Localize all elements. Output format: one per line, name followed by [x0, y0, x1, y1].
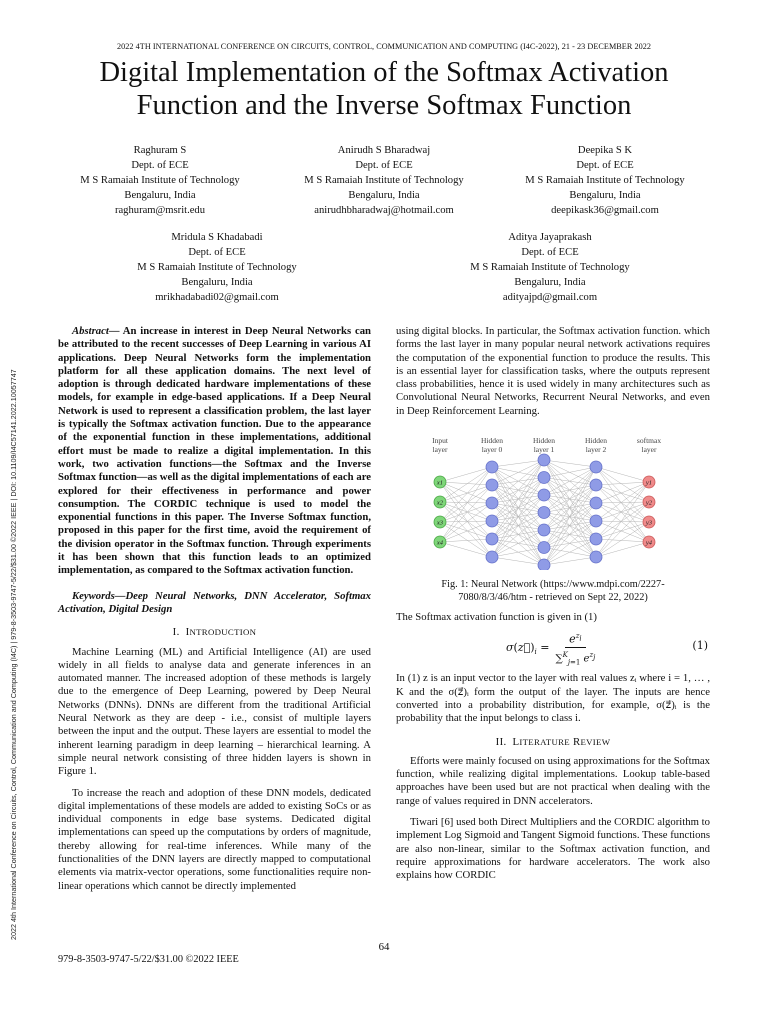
network-node: [590, 479, 602, 491]
network-node: [486, 551, 498, 563]
author-email[interactable]: deepikask36@gmail.com: [551, 205, 659, 216]
network-node: [590, 497, 602, 509]
section-title-cap-2: R: [572, 735, 581, 748]
label-hidden-2-line1: Hidden: [584, 436, 608, 446]
author-city: Bengaluru, India: [124, 190, 196, 201]
network-edge: [440, 467, 492, 482]
author-name: Aditya Jayaprakash: [508, 232, 592, 243]
section-number: II.: [495, 735, 507, 748]
author-block: [55, 143, 265, 218]
network-edge: [596, 482, 649, 503]
author-institution: M S Ramaiah Institute of Technology: [80, 175, 240, 186]
network-node: [486, 479, 498, 491]
network-node: [590, 551, 602, 563]
network-edge: [596, 521, 649, 522]
abstract: [58, 325, 371, 578]
author-email[interactable]: adityajpd@gmail.com: [502, 292, 598, 303]
label-hidden-2-line2: layer 2: [585, 445, 607, 455]
label-hidden-0-line2: layer 0: [481, 445, 503, 455]
section-heading-literature-review: [396, 736, 710, 749]
softmax-equation: [396, 628, 710, 668]
label-input-layer: [432, 436, 449, 454]
section-heading-introduction: [58, 626, 371, 639]
author-institution: M S Ramaiah Institute of Technology: [137, 262, 297, 273]
node-label: y4: [645, 539, 653, 547]
literature-paragraph-1: Efforts were mainly focused on using approximations for the Softmax function, while realizing digital implementations. Lookup table-based approaches have been used but are not practical when dealing with the range of values required in DNN accelerators.: [396, 754, 710, 807]
network-node: [538, 524, 550, 536]
network-node: [538, 507, 550, 519]
node-label: y2: [645, 499, 653, 507]
section-title-rest: NTRODUCTION: [189, 627, 257, 638]
network-edge: [596, 482, 649, 521]
author-name: Anirudh S Bharadwaj: [337, 145, 431, 156]
keywords: Keywords—Deep Neural Networks, DNN Accelerator, Softmax Activation, Digital Design: [58, 589, 371, 615]
abstract-lead: Abstract—: [72, 325, 120, 337]
network-edge: [596, 503, 649, 542]
network-edge: [596, 502, 649, 503]
network-edge: [492, 460, 544, 539]
network-node: [590, 515, 602, 527]
equation-denominator: ∑$^K_{j=1}$ $e^{z_j}$: [555, 651, 596, 667]
node-label: x4: [436, 539, 444, 547]
page-number: 64: [378, 941, 390, 953]
doi-side-strip: 2022 4th International Conference on Circuits, Control, Communication and Computing (I4C) | 979-8-3503-9747-5/22/$31.00 ©2022 IEEE | DOI: 10.1109/I4C57141.2022.10057747: [9, 369, 18, 940]
author-name: Raghuram S: [133, 145, 187, 156]
network-node: [538, 559, 550, 570]
author-city: Bengaluru, India: [348, 190, 420, 201]
equation-explanation: In (1) z is an input vector to the layer with real values zᵢ where i = 1, … , K and the σ(z⃗)ᵢ form the output of the layer. The inputs are hence converted into a probability distribution, for example, σ(z⃗)ᵢ is the probability that the input belongs to class i.: [396, 672, 710, 725]
network-node: [486, 533, 498, 545]
author-email[interactable]: raghuram@msrit.edu: [114, 205, 206, 216]
equation-number: (1): [692, 639, 708, 653]
neural-network-diagram: [396, 434, 710, 570]
label-hidden-1-line2: layer 1: [533, 445, 555, 455]
network-node: [538, 472, 550, 484]
author-city: Bengaluru, India: [514, 277, 586, 288]
right-column: [396, 325, 710, 883]
section-title-rest: ITERATURE: [519, 736, 570, 747]
network-node: [486, 461, 498, 473]
label-hidden-0: [481, 436, 503, 454]
author-name: Mridula S Khadabadi: [171, 232, 263, 243]
author-dept: Dept. of ECE: [576, 160, 634, 171]
network-node: [538, 454, 550, 466]
author-institution: M S Ramaiah Institute of Technology: [304, 175, 464, 186]
abstract-body: An increase in interest in Deep Neural Networks can be attributed to the recent successes of Deep Learning in various AI applications. Deep Neural Networks form the implementation platform for all these application domains. The next level of adoption is through dedicated hardware implementations of these models, for example in edge-based applications. If a Deep Neural Network is used to represent a classification problem, the last layer is typically the Softmax activation function. Due to the appearance of the exponential function in these implementations, additional effort must be made to realize a digital implementation. In this work, two activation functions—the Softmax and the Inverse Softmax function—as well as the digital implementations of each are explored for their effectiveness in performance and power consumption. The CORDIC technique is used to model the exponential functions in this paper. The Inverse Softmax function, proposed in this paper for the first time, avoid the requirement of the division operator in the Softmax function. Through experiments it has been shown that this function leads to an optimized implementation, as compared to the Softmax activation function.: [58, 325, 371, 577]
conference-header: 2022 4TH INTERNATIONAL CONFERENCE ON CIRCUITS, CONTROL, COMMUNICATION AND COMPUTING (I4C-2022), 21 - 23 DECEMBER 2022: [116, 42, 652, 51]
figure-caption: Fig. 1: Neural Network (https://www.mdpi.com/2227-7080/8/3/46/htm - retrieved on Sept 22, 2022): [441, 579, 665, 604]
title-line-1: Digital Implementation of the Softmax Activation: [99, 57, 669, 88]
network-node: [486, 497, 498, 509]
network-edge: [596, 521, 649, 542]
network-node: [590, 461, 602, 473]
label-hidden-1: [533, 436, 555, 454]
intro-paragraph-1: Machine Learning (ML) and Artificial Intelligence (AI) are used widely in all fields to analyse data and generate inferences in an automated manner. The increased adoption of these methods is largely due to the emergence of Deep Learning, powered by Deep Neural Networks (DNNs). DNNs are different from the traditional Artificial Neural Network as they are deep - i.e., consist of multiple layers between the input and the output. These layers are essential to model the inherent learning paradigm in deep learning – hierarchical learning. A simple neural network consisting of three hidden layers is shown in Figure 1.: [58, 645, 371, 778]
author-block: [500, 143, 710, 218]
neural-network-figure: [396, 434, 710, 570]
label-hidden-2: [585, 436, 607, 454]
section-title-rest-2: EVIEW: [580, 736, 611, 747]
network-node: [538, 542, 550, 554]
network-edge: [440, 521, 492, 522]
network-node: [590, 533, 602, 545]
network-edge: [440, 502, 492, 503]
node-label: x3: [436, 519, 444, 527]
author-name: Deepika S K: [577, 145, 633, 156]
author-city: Bengaluru, India: [569, 190, 641, 201]
network-edge: [492, 460, 544, 521]
title-line-2: Function and the Inverse Softmax Function: [136, 90, 632, 121]
footer-copyright: 979-8-3503-9747-5/22/$31.00 ©2022 IEEE: [58, 954, 239, 965]
author-email[interactable]: mrikhadabadi02@gmail.com: [155, 292, 279, 303]
label-input-layer-line1: Input: [432, 436, 448, 446]
equation-fraction: [555, 630, 595, 670]
node-label: y1: [645, 479, 653, 487]
label-hidden-1-line1: Hidden: [532, 436, 556, 446]
network-edge: [544, 467, 596, 530]
author-institution: M S Ramaiah Institute of Technology: [470, 262, 630, 273]
section-title-cap: I: [185, 626, 190, 639]
paper-title: [40, 56, 728, 122]
left-column: [58, 325, 371, 893]
right-paragraph-1: using digital blocks. In particular, the Softmax activation function. which forms the last layer in many popular neural network activations requires the computation of the exponential function to produce the results. This is an essential layer for classification tasks, where the outputs represent class probabilities, hence it is used widely in many architectures such as Convolutional Neural Networks, Recurrent Neural Networks, and even in Deep Reinforcement Learning.: [396, 325, 710, 417]
author-block: [112, 230, 322, 305]
network-edge: [596, 467, 649, 482]
node-label: x2: [436, 499, 444, 507]
author-dept: Dept. of ECE: [521, 247, 579, 258]
equation-lhs: $\sigma(z⃗)_i$ =: [506, 640, 550, 657]
author-block: [445, 230, 655, 305]
section-title-cap: L: [512, 735, 520, 748]
node-label: y3: [645, 519, 653, 527]
equation-intro: The Softmax activation function is given in (1): [396, 611, 597, 624]
label-hidden-0-line1: Hidden: [480, 436, 504, 446]
equation-body: [506, 630, 595, 670]
author-email[interactable]: anirudhbharadwaj@hotmail.com: [314, 205, 454, 216]
network-node: [538, 489, 550, 501]
author-dept: Dept. of ECE: [131, 160, 189, 171]
literature-paragraph-2: Tiwari [6] used both Direct Multipliers and the CORDIC algorithm to implement Log Sigmoid and Tangent Sigmoid functions. These functions are also non-linear, similar to the Softmax activation function, and require approximations for hardware accelerators. The work also explains how CORDIC: [396, 816, 710, 882]
network-edge: [440, 482, 492, 503]
network-edge: [440, 521, 492, 542]
node-label: x1: [436, 479, 444, 487]
label-input-layer-line2: layer: [432, 445, 448, 455]
author-block: [279, 143, 489, 218]
intro-paragraph-2: To increase the reach and adoption of these DNN models, dedicated digital implementations of these models are added to existing SoCs or as individual components in edge base systems. Dedicated digital implementations can speed up the computations by orders of magnitude, thereby allowing for real-time inferences. While many of the functionalities of the DNN layers are directly mapped to computational elements via matrix-vector operations, some functionalities require non-linear operations which cannot be directly implemented: [58, 786, 371, 892]
network-node: [486, 515, 498, 527]
author-dept: Dept. of ECE: [355, 160, 413, 171]
label-softmax-layer-line1: softmax: [636, 436, 662, 446]
section-number: I.: [172, 626, 180, 639]
equation-numerator: $e^{z_i}$: [565, 630, 585, 648]
network-edge: [440, 542, 492, 557]
label-softmax-layer-line2: layer: [641, 445, 657, 455]
author-city: Bengaluru, India: [181, 277, 253, 288]
network-edge: [596, 542, 649, 557]
network-edge: [440, 503, 492, 542]
network-edge: [440, 482, 492, 521]
author-dept: Dept. of ECE: [188, 247, 246, 258]
label-softmax-layer: [637, 436, 661, 454]
author-institution: M S Ramaiah Institute of Technology: [525, 175, 685, 186]
